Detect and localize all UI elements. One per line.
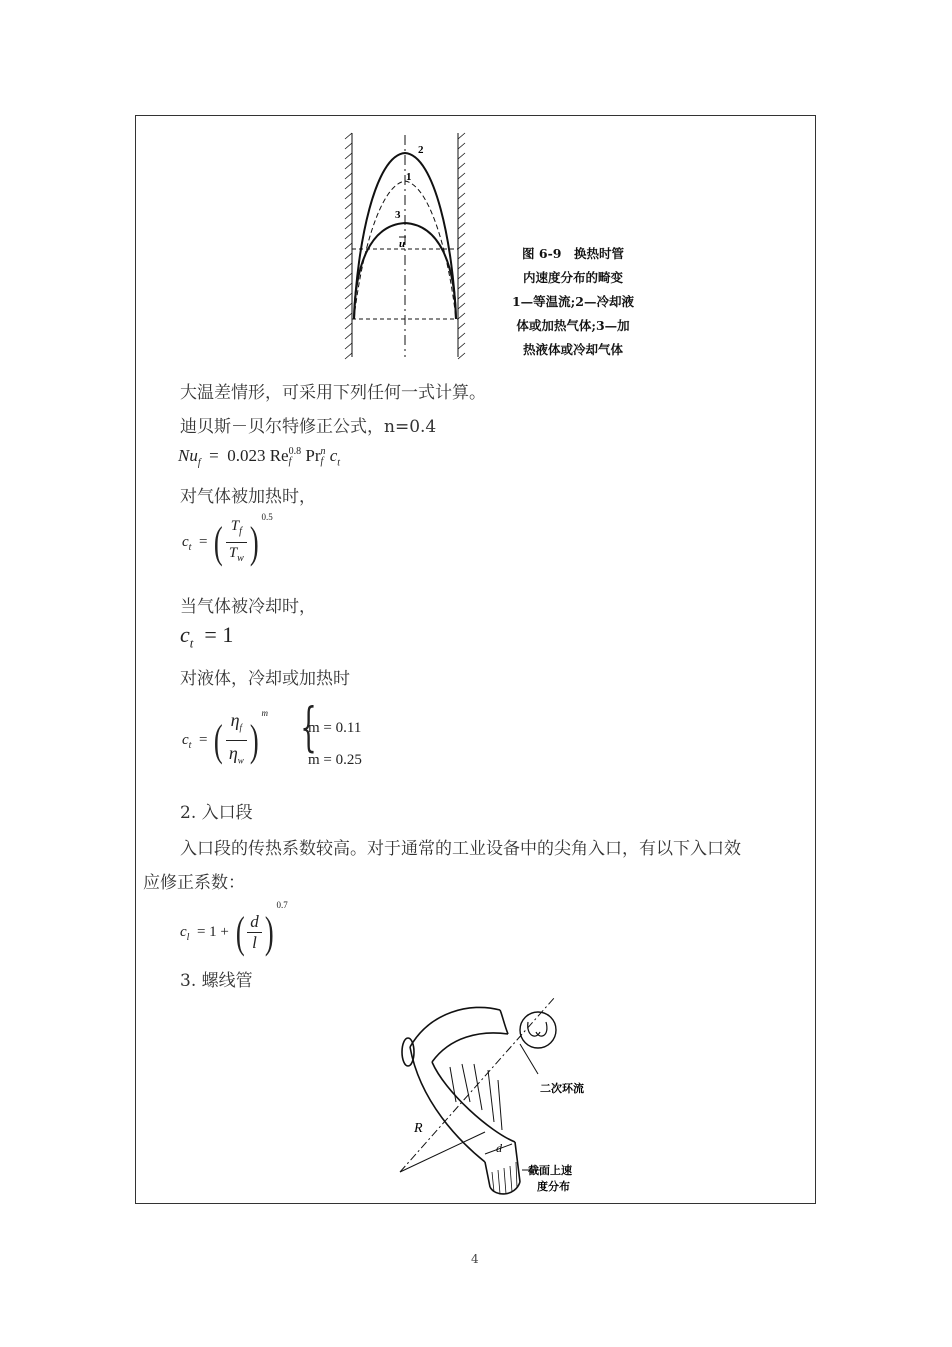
pipe-open-end xyxy=(402,1038,414,1066)
eq-sign: = xyxy=(209,446,219,465)
left-brace: { xyxy=(300,698,317,758)
tw-subscript: w xyxy=(237,553,244,565)
secondary-flow-circle xyxy=(520,1012,556,1048)
inlet-heading: 2. 入口段 xyxy=(180,803,253,823)
tw-symbol: T xyxy=(228,545,238,562)
caption-line-5: 热液体或冷却气体 xyxy=(522,342,623,357)
caption-line-4: 体或加热气体;3—加 xyxy=(516,318,630,333)
figure-6-9-caption xyxy=(498,242,648,362)
m-values xyxy=(308,712,362,776)
re-symbol: Re xyxy=(269,446,289,465)
eta-symbol: η xyxy=(230,710,240,731)
dittus-text: 迪贝斯－贝尔特修正公式，n=0.4 xyxy=(180,417,437,437)
one-plus: 1 + xyxy=(209,924,229,940)
diameter-label: d xyxy=(496,1141,502,1155)
ct-symbol: c xyxy=(180,622,190,647)
cl-symbol: c xyxy=(180,924,187,940)
caption-line-1: 图 6-9 换热时管 xyxy=(522,246,624,261)
tf-symbol: T xyxy=(230,518,240,535)
curve-2-label: 2 xyxy=(418,144,424,156)
section-sides xyxy=(485,1142,520,1187)
cl-subscript: l xyxy=(186,932,190,943)
ct-subscript: t xyxy=(337,457,341,469)
section-velocity-label-1: 截面上速 xyxy=(528,1164,572,1177)
secondary-flow-label: 二次环流 xyxy=(540,1082,584,1095)
right-wall-hatch xyxy=(458,133,465,359)
nusselt-equation xyxy=(178,446,340,468)
ct-symbol: c xyxy=(182,534,189,550)
eq-sign: = xyxy=(198,534,208,550)
cl-equation xyxy=(180,900,288,955)
eq-sign: = xyxy=(204,622,217,647)
l-symbol: l xyxy=(252,933,257,953)
eta-w-subscript: w xyxy=(237,755,244,766)
ct-gas-heated-equation xyxy=(182,512,273,569)
ct-subscript: t xyxy=(188,542,192,553)
ct-liquid-equation xyxy=(182,708,268,773)
ct-subscript: t xyxy=(189,635,194,651)
inlet-paragraph-line-1: 入口段的传热系数较高。对于通常的工业设备中的尖角入口，有以下入口效 xyxy=(180,839,741,859)
exponent-07: 0.7 xyxy=(276,900,288,910)
section-velocity-lines xyxy=(492,1162,517,1194)
velocity-profile-figure xyxy=(335,125,475,365)
nu-subscript: f xyxy=(197,457,201,469)
left-paren: ( xyxy=(214,715,223,765)
gas-cooled-text: 当气体被冷却时， xyxy=(180,597,316,617)
left-wall-hatch xyxy=(345,133,352,359)
eta-symbol: η xyxy=(228,743,238,764)
re-exponent: 0.8 xyxy=(288,446,302,458)
pipe-inner-top xyxy=(432,1033,508,1062)
pr-subscript: f xyxy=(320,456,324,468)
left-paren: ( xyxy=(214,517,223,567)
caption-line-2: 内速度分布的畸变 xyxy=(522,270,623,285)
curve-1-label: 1 xyxy=(406,171,412,183)
m-value-1: m = 0.11 xyxy=(308,720,362,736)
caption-line-3: 1—等温流;2—冷却液 xyxy=(511,294,634,309)
radius-label: R xyxy=(414,1121,423,1136)
exponent-05: 0.5 xyxy=(261,512,273,522)
m-value-2: m = 0.25 xyxy=(308,752,362,768)
ct-gas-cooled-equation xyxy=(180,622,233,651)
page-number: 4 xyxy=(471,1252,479,1266)
gas-heated-text: 对气体被加热时， xyxy=(180,487,316,507)
re-subscript: f xyxy=(288,456,292,468)
large-temp-text: 大温差情形，可采用下列任何一式计算。 xyxy=(180,383,486,403)
nu-coefficient: 0.023 xyxy=(227,446,266,465)
pipe-end-top xyxy=(500,1010,508,1034)
eq-sign: = xyxy=(196,924,206,940)
ct-symbol: c xyxy=(329,446,338,465)
right-paren: ) xyxy=(264,907,274,957)
curve-3-label: 3 xyxy=(395,209,401,221)
exponent-m: m xyxy=(261,708,268,718)
inlet-paragraph-line-2: 应修正系数： xyxy=(143,873,245,893)
pr-exponent: n xyxy=(320,446,326,458)
right-paren: ) xyxy=(249,715,259,765)
coil-heading: 3. 螺线管 xyxy=(180,971,253,991)
eq-sign: = xyxy=(198,732,208,748)
ct-symbol: c xyxy=(182,732,189,748)
eta-f-subscript: f xyxy=(239,723,243,734)
liquid-text: 对液体，冷却或加热时 xyxy=(180,669,350,689)
tf-over-tw xyxy=(226,516,247,569)
ct-subscript: t xyxy=(188,740,192,751)
nu-symbol: Nu xyxy=(178,446,198,465)
eta-f-over-eta-w xyxy=(226,708,247,772)
d-over-l xyxy=(247,912,262,953)
pr-symbol: Pr xyxy=(305,446,321,465)
helical-coil-figure xyxy=(390,992,590,1202)
pipe-inner-curve xyxy=(432,1062,515,1142)
ct-one-value: 1 xyxy=(222,622,234,647)
left-paren: ( xyxy=(235,907,245,957)
section-velocity-label-2: 度分布 xyxy=(537,1180,570,1193)
right-paren: ) xyxy=(249,517,259,567)
mean-velocity-label: u xyxy=(399,238,406,250)
tf-subscript: f xyxy=(239,526,242,538)
d-symbol: d xyxy=(250,912,259,932)
